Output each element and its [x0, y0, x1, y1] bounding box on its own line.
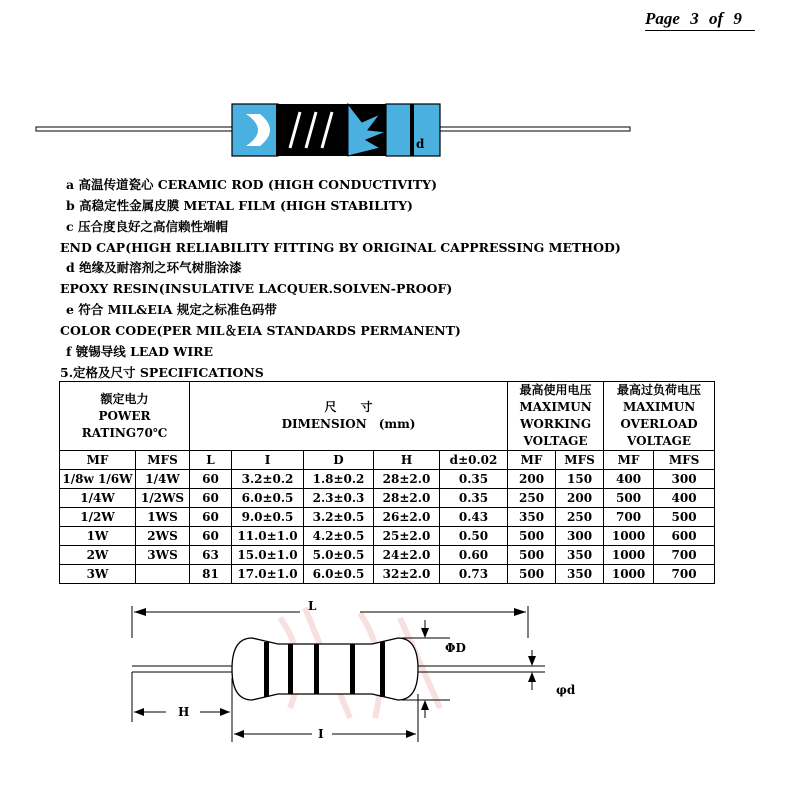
table-cell: 1.8±0.2 — [304, 470, 374, 489]
table-row — [60, 546, 715, 565]
power-rating-header: 额定电力 POWER RATING70℃ — [60, 382, 190, 451]
table-cell: 17.0±1.0 — [232, 565, 304, 584]
table-cell: 63 — [190, 546, 232, 565]
table-cell: 3.2±0.2 — [232, 470, 304, 489]
page-number: Page 3 of 9 — [645, 8, 755, 31]
table-cell: 500 — [508, 565, 556, 584]
table-cell: 60 — [190, 470, 232, 489]
table-row — [60, 527, 715, 546]
table-cell: 500 — [508, 546, 556, 565]
label-d: d — [416, 137, 425, 151]
table-cell: 0.50 — [440, 527, 508, 546]
table-cell: 60 — [190, 489, 232, 508]
table-cell: 1000 — [604, 565, 654, 584]
specifications-body — [60, 470, 715, 584]
lead-wire-right — [438, 127, 630, 131]
table-cell: 1/4W — [60, 489, 136, 508]
dimension-drawing — [120, 598, 600, 748]
specifications-table — [59, 381, 715, 584]
table-row — [60, 508, 715, 527]
table-cell: 1/2W — [60, 508, 136, 527]
table-cell: 1/8w 1/6W — [60, 470, 136, 489]
table-cell: 5.0±0.5 — [304, 546, 374, 565]
column-header: I — [232, 451, 304, 470]
resistor-cutaway-figure — [30, 96, 640, 166]
max-working-voltage-header: 最高使用电压 MAXIMUN WORKING VOLTAGE — [508, 382, 604, 451]
column-header: MF — [60, 451, 136, 470]
table-cell: 700 — [604, 508, 654, 527]
table-header-row — [60, 382, 715, 451]
color-band — [264, 642, 269, 697]
table-cell: 1WS — [136, 508, 190, 527]
table-cell: 700 — [654, 546, 715, 565]
table-cell: 700 — [654, 565, 715, 584]
table-cell: 1/4W — [136, 470, 190, 489]
table-cell: 200 — [508, 470, 556, 489]
table-cell: 2WS — [136, 527, 190, 546]
table-cell: 25±2.0 — [374, 527, 440, 546]
desc-line-f: f 镀锡导线 LEAD WIRE — [66, 344, 214, 359]
table-cell: 0.35 — [440, 470, 508, 489]
column-header: MFS — [556, 451, 604, 470]
color-band — [314, 644, 319, 694]
table-cell: 26±2.0 — [374, 508, 440, 527]
table-cell: 1W — [60, 527, 136, 546]
table-cell: 6.0±0.5 — [232, 489, 304, 508]
table-row — [60, 489, 715, 508]
color-band — [380, 642, 385, 697]
table-cell: 600 — [654, 527, 715, 546]
table-cell: 2W — [60, 546, 136, 565]
column-header: D — [304, 451, 374, 470]
table-row — [60, 470, 715, 489]
table-cell: 500 — [508, 527, 556, 546]
label-H: H — [178, 705, 190, 719]
table-cell: 250 — [556, 508, 604, 527]
table-cell: 9.0±0.5 — [232, 508, 304, 527]
section-title-specifications: 5.定格及尺寸 SPECIFICATIONS — [60, 365, 264, 380]
max-overload-voltage-header: 最高过负荷电压 MAXIMUN OVERLOAD VOLTAGE — [604, 382, 715, 451]
table-cell: 0.60 — [440, 546, 508, 565]
table-cell: 400 — [604, 470, 654, 489]
table-cell: 1/2WS — [136, 489, 190, 508]
column-header: MF — [604, 451, 654, 470]
table-cell: 300 — [654, 470, 715, 489]
table-cell: 2.3±0.3 — [304, 489, 374, 508]
color-band — [410, 104, 414, 156]
desc-line-color-code: COLOR CODE(PER MIL＆EIA STANDARDS PERMANENT) — [60, 323, 461, 338]
table-cell: 0.35 — [440, 489, 508, 508]
label-I: I — [318, 727, 324, 741]
desc-line-b: b 高稳定性金属皮膜 METAL FILM (HIGH STABILITY) — [66, 198, 413, 213]
table-cell: 60 — [190, 508, 232, 527]
table-cell: 15.0±1.0 — [232, 546, 304, 565]
desc-line-c: c 压合度良好之高信赖性端帽 — [66, 219, 228, 234]
table-cell: 500 — [604, 489, 654, 508]
column-header: H — [374, 451, 440, 470]
table-cell: 81 — [190, 565, 232, 584]
table-cell: 6.0±0.5 — [304, 565, 374, 584]
table-cell: 32±2.0 — [374, 565, 440, 584]
label-phi-D: ΦD — [445, 641, 466, 655]
color-band — [350, 644, 355, 694]
resistor-body — [232, 638, 418, 700]
column-header: MF — [508, 451, 556, 470]
table-cell: 500 — [654, 508, 715, 527]
table-cell: 350 — [556, 565, 604, 584]
table-cell: 3.2±0.5 — [304, 508, 374, 527]
label-phi-d: φd — [556, 683, 576, 697]
table-cell: 24±2.0 — [374, 546, 440, 565]
column-header: L — [190, 451, 232, 470]
table-cell: 0.43 — [440, 508, 508, 527]
table-cell: 60 — [190, 527, 232, 546]
column-header: d±0.02 — [440, 451, 508, 470]
table-cell: 150 — [556, 470, 604, 489]
table-row — [60, 565, 715, 584]
desc-line-a: a 高温传道瓷心 CERAMIC ROD (HIGH CONDUCTIVITY) — [66, 177, 438, 192]
color-band — [288, 644, 293, 694]
desc-line-end-cap: END CAP(HIGH RELIABILITY FITTING BY ORIGINAL CAPPRESSING METHOD) — [60, 240, 621, 255]
dimension-header: 尺 寸 DIMENSION (mm) — [190, 382, 508, 451]
table-cell: 0.73 — [440, 565, 508, 584]
column-header: MFS — [654, 451, 715, 470]
desc-line-e: e 符合 MIL&EIA 规定之标准色码带 — [66, 302, 277, 317]
column-header-row — [60, 451, 715, 470]
end-cap-left — [232, 104, 278, 156]
table-cell: 1000 — [604, 527, 654, 546]
table-cell: 3W — [60, 565, 136, 584]
table-cell: 4.2±0.5 — [304, 527, 374, 546]
table-cell: 300 — [556, 527, 604, 546]
lead-wire-left — [36, 127, 236, 131]
table-cell: 200 — [556, 489, 604, 508]
desc-line-epoxy: EPOXY RESIN(INSULATIVE LACQUER.SOLVEN-PROOF) — [60, 281, 453, 296]
table-cell: 28±2.0 — [374, 470, 440, 489]
column-header: MFS — [136, 451, 190, 470]
table-cell: 350 — [556, 546, 604, 565]
table-cell: 250 — [508, 489, 556, 508]
table-cell: 11.0±1.0 — [232, 527, 304, 546]
desc-line-d: d 绝缘及耐溶剂之环气树脂涂漆 — [66, 260, 242, 275]
table-cell: 350 — [508, 508, 556, 527]
table-cell: 400 — [654, 489, 715, 508]
label-L: L — [308, 599, 317, 613]
table-cell — [136, 565, 190, 584]
table-cell: 3WS — [136, 546, 190, 565]
table-cell: 28±2.0 — [374, 489, 440, 508]
table-cell: 1000 — [604, 546, 654, 565]
